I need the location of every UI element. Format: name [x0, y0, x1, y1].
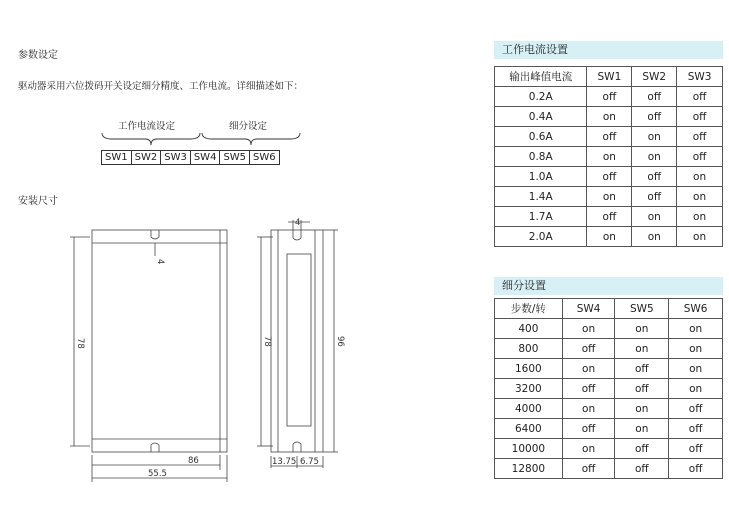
table-cell: 1.7A — [495, 207, 587, 227]
table-cell: on — [562, 399, 615, 419]
table-cell: on — [615, 339, 669, 359]
side-view-slot — [287, 254, 311, 426]
table-row — [495, 187, 723, 207]
table-cell: off — [562, 419, 615, 439]
table-cell: on — [615, 319, 669, 339]
section-title-install: 安装尺寸 — [18, 196, 58, 207]
table-cell: on — [669, 319, 723, 339]
table-cell: 800 — [495, 339, 563, 359]
table-cell: on — [562, 359, 615, 379]
table-cell: on — [677, 167, 723, 187]
switch-label: SW1 — [102, 151, 132, 164]
table-cell: on — [677, 187, 723, 207]
table-cell: on — [615, 399, 669, 419]
table-cell: 10000 — [495, 439, 563, 459]
table-cell: 1.0A — [495, 167, 587, 187]
table-cell: off — [562, 459, 615, 479]
table-cell: 2.0A — [495, 227, 587, 247]
table-cell: off — [587, 207, 632, 227]
table-cell: off — [615, 359, 669, 379]
dim-label: 6.75 — [300, 457, 319, 467]
table-cell: 3200 — [495, 379, 563, 399]
microstep-table-caption: 细分设置 — [494, 277, 723, 295]
table-cell: on — [587, 107, 632, 127]
table-row — [495, 319, 723, 339]
switch-label: SW4 — [191, 151, 221, 164]
table-header-row — [495, 299, 723, 319]
table-cell: 1600 — [495, 359, 563, 379]
table-row — [495, 359, 723, 379]
dim-label: 55.5 — [148, 469, 167, 479]
label-current-setting: 工作电流设定 — [118, 121, 176, 132]
table-cell: on — [562, 439, 615, 459]
table-header-cell: 输出峰值电流 — [495, 67, 587, 87]
table-cell: off — [677, 107, 723, 127]
table-cell: on — [632, 147, 677, 167]
dim-label: 96 — [335, 336, 345, 347]
table-cell: off — [615, 379, 669, 399]
table-row — [495, 419, 723, 439]
table-row — [495, 439, 723, 459]
table-cell: on — [587, 147, 632, 167]
table-row — [495, 339, 723, 359]
switch-label: SW6 — [253, 152, 276, 163]
table-cell: off — [632, 187, 677, 207]
table-row — [495, 227, 723, 247]
table-row — [495, 167, 723, 187]
table-cell: off — [669, 439, 723, 459]
switch-label: SW5 — [220, 151, 250, 164]
table-row — [495, 147, 723, 167]
table-cell: off — [587, 87, 632, 107]
table-cell: 0.6A — [495, 127, 587, 147]
table-cell: on — [677, 207, 723, 227]
table-cell: on — [632, 127, 677, 147]
table-row — [495, 399, 723, 419]
table-cell: off — [615, 459, 669, 479]
table-cell: off — [632, 107, 677, 127]
description-text: 驱动器采用六位拨码开关设定细分精度、工作电流。详细描述如下： — [18, 81, 304, 92]
dim-label: 4 — [155, 259, 165, 265]
table-row — [495, 459, 723, 479]
table-header-cell: SW2 — [632, 67, 677, 87]
table-cell: 4000 — [495, 399, 563, 419]
dim-label: 78 — [262, 336, 272, 347]
dim-label: 13.75 — [272, 457, 297, 467]
dim-label: 86 — [188, 456, 199, 466]
table-header-cell: 步数/转 — [495, 299, 563, 319]
table-cell: 6400 — [495, 419, 563, 439]
table-cell: on — [562, 319, 615, 339]
table-cell: off — [677, 147, 723, 167]
table-header-cell: SW4 — [562, 299, 615, 319]
label-microstep-setting: 细分设定 — [229, 121, 268, 132]
table-cell: off — [587, 167, 632, 187]
table-cell: 0.2A — [495, 87, 587, 107]
table-cell: on — [587, 227, 632, 247]
table-cell: on — [669, 339, 723, 359]
table-cell: off — [587, 127, 632, 147]
table-cell: off — [677, 87, 723, 107]
dip-switch-strip — [101, 150, 280, 165]
table-cell: off — [677, 127, 723, 147]
table-cell: on — [632, 207, 677, 227]
table-header-row — [495, 67, 723, 87]
microstep-table — [494, 298, 723, 479]
installation-drawing — [60, 210, 370, 485]
table-cell: off — [562, 339, 615, 359]
table-cell: on — [677, 227, 723, 247]
table-row — [495, 207, 723, 227]
table-cell: on — [632, 227, 677, 247]
switch-label: SW2 — [132, 151, 162, 164]
table-cell: 0.8A — [495, 147, 587, 167]
table-header-cell: SW5 — [615, 299, 669, 319]
table-cell: off — [669, 399, 723, 419]
switch-label: SW3 — [161, 151, 191, 164]
brace-group — [100, 131, 305, 149]
table-row — [495, 127, 723, 147]
current-table — [494, 66, 723, 247]
dim-label: 4 — [295, 218, 301, 228]
table-cell: 12800 — [495, 459, 563, 479]
table-cell: on — [615, 419, 669, 439]
table-header-cell: SW3 — [677, 67, 723, 87]
table-cell: on — [669, 379, 723, 399]
table-row — [495, 87, 723, 107]
table-cell: off — [669, 419, 723, 439]
table-cell: 1.4A — [495, 187, 587, 207]
table-cell: off — [562, 379, 615, 399]
table-header-cell: SW6 — [669, 299, 723, 319]
table-cell: 400 — [495, 319, 563, 339]
table-header-cell: SW1 — [587, 67, 632, 87]
table-cell: 0.4A — [495, 107, 587, 127]
table-cell: off — [615, 439, 669, 459]
current-table-caption: 工作电流设置 — [494, 41, 723, 59]
table-cell: off — [632, 167, 677, 187]
table-cell: off — [669, 459, 723, 479]
table-row — [495, 107, 723, 127]
table-cell: off — [632, 87, 677, 107]
table-cell: on — [587, 187, 632, 207]
dim-label: 78 — [75, 338, 85, 349]
table-row — [495, 379, 723, 399]
section-title-params: 参数设定 — [18, 50, 58, 61]
table-cell: on — [669, 359, 723, 379]
